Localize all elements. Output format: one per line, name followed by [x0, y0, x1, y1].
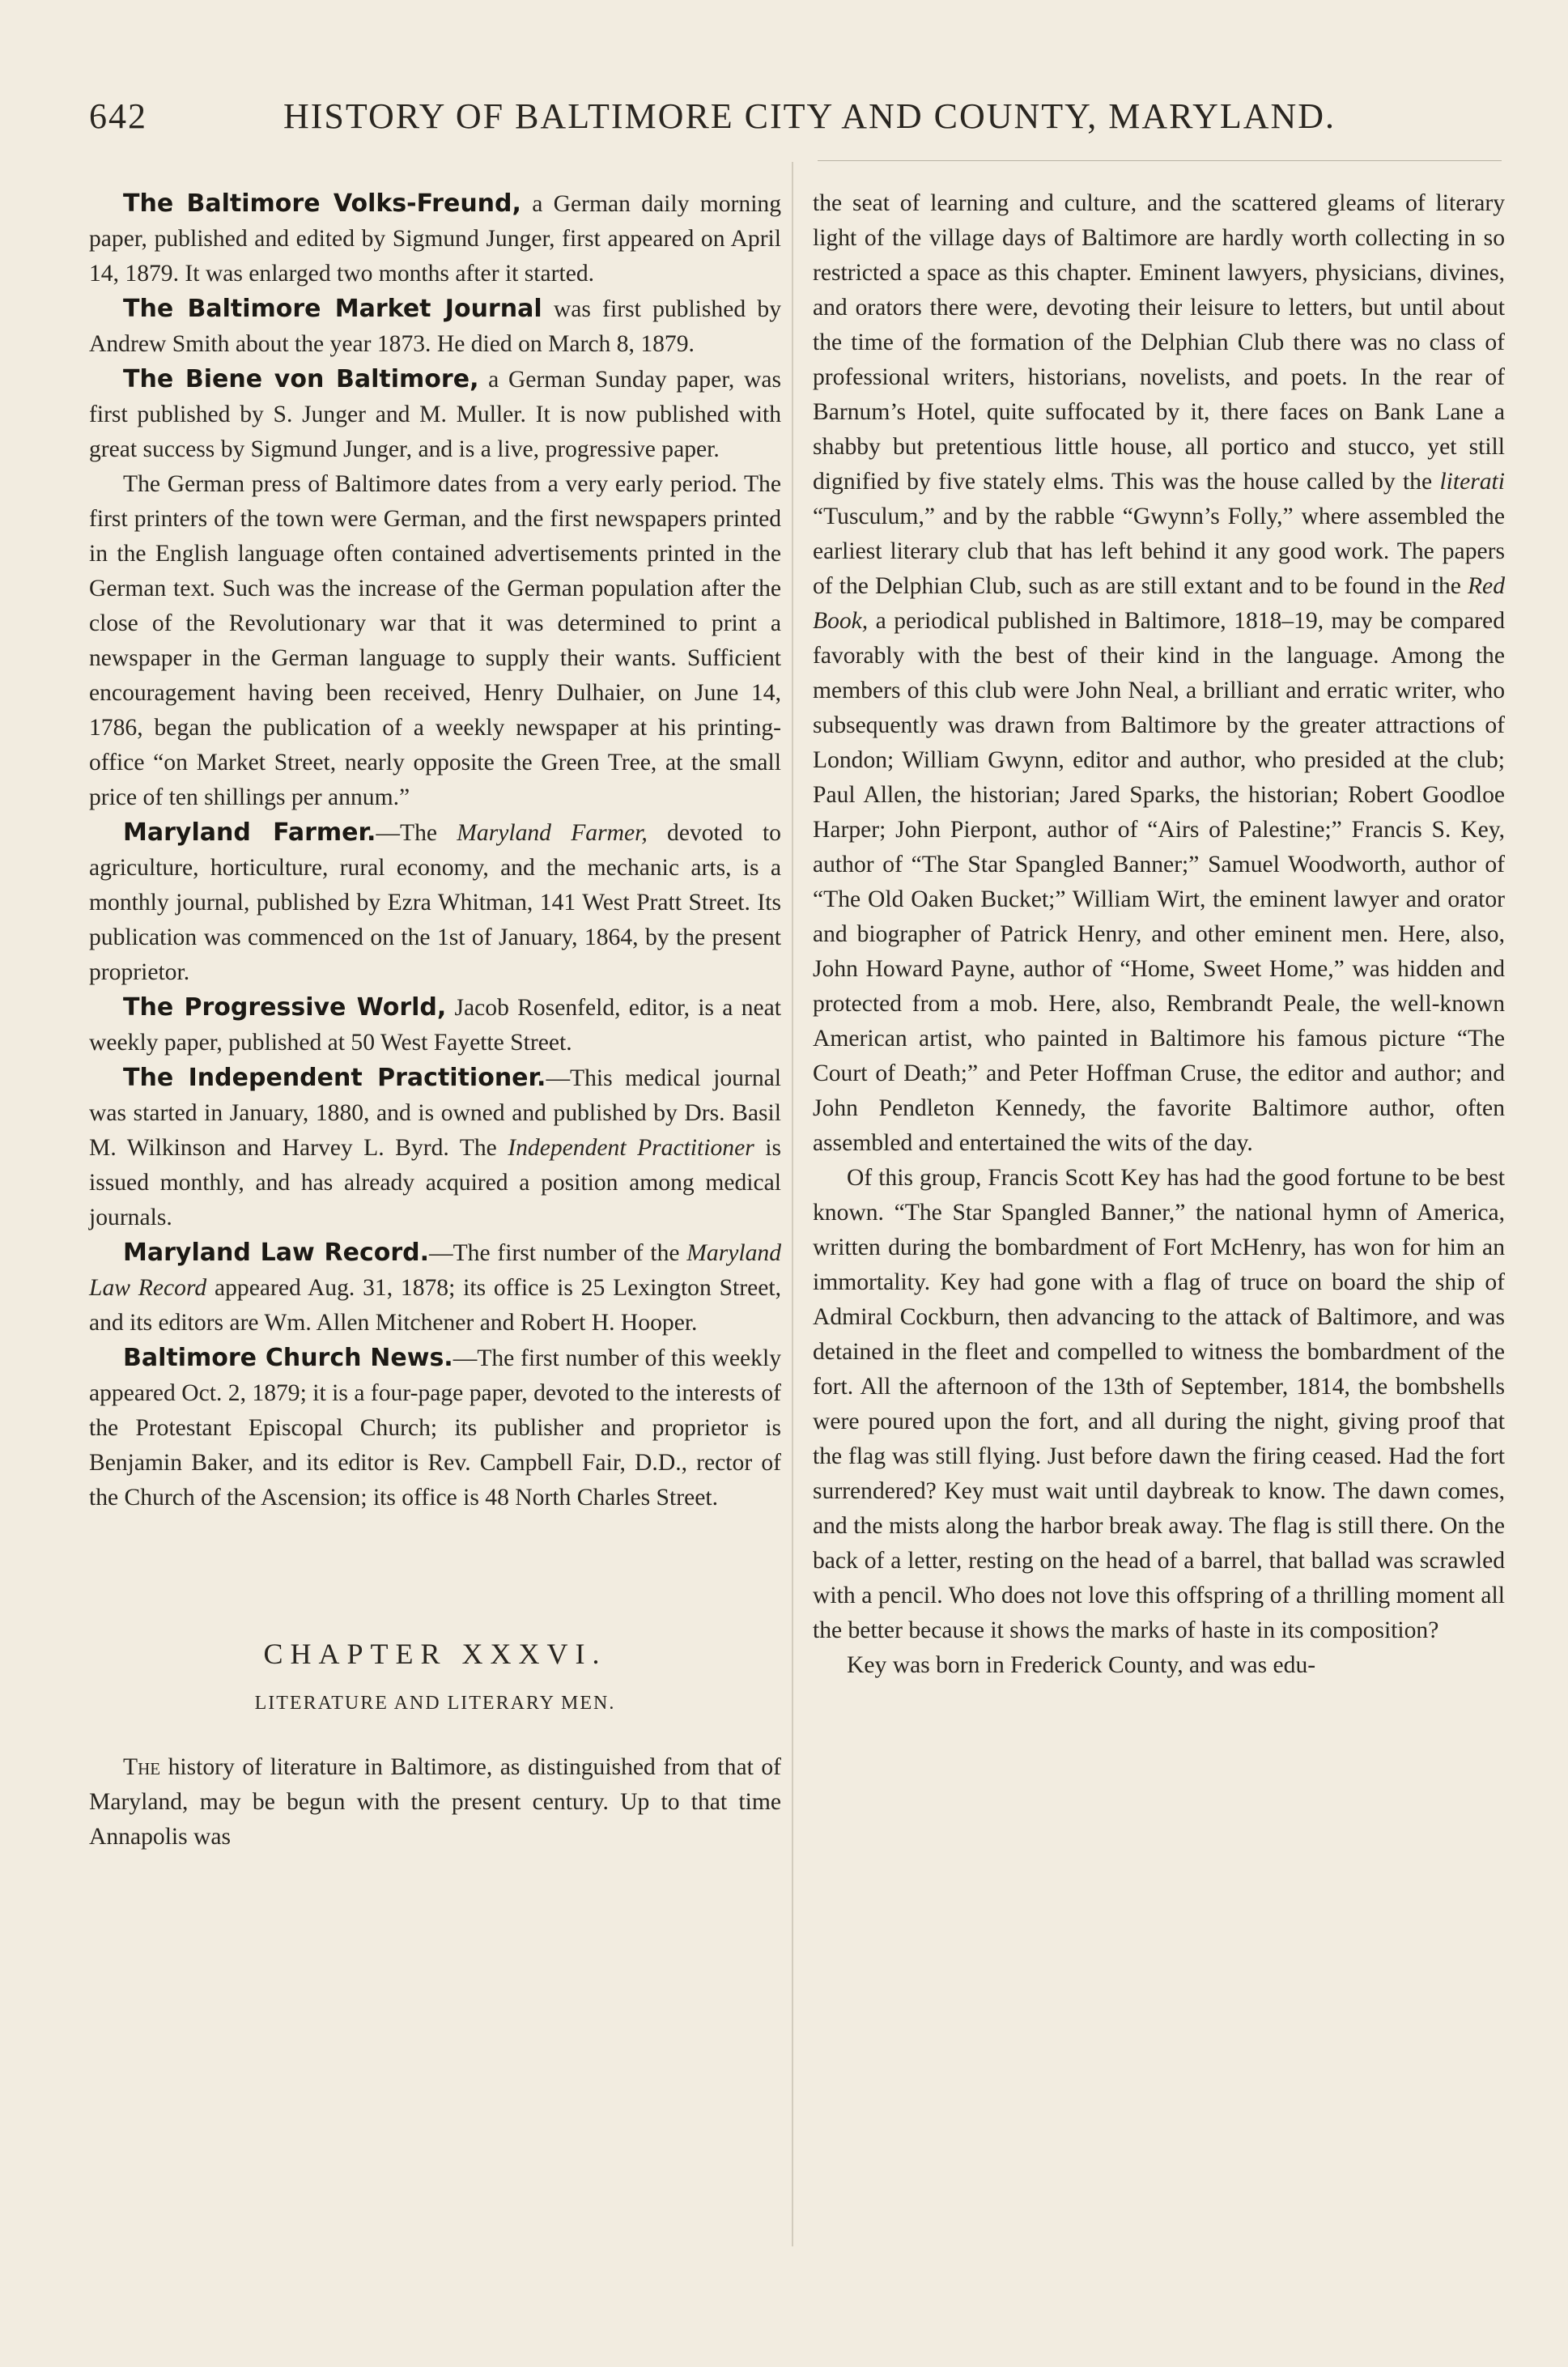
entry-title: Maryland Farmer.: [123, 818, 376, 847]
entry-text: a German Sunday paper, was first published by S. Junger and M. Muller. It is now published with great success by Sigmund Junger, and is a live, progressive paper.: [89, 367, 781, 462]
paragraph-francis-scott-key: Of this group, Francis Scott Key has had the good fortune to be best known. “The Star Spangled Banner,” the national hymn of America, written during the bombardment of Fort McHenry, has won for him an immortality. Key had gone with a flag of truce on board the ship of Admiral Cockburn, then advancing to the attack of Baltimore, and was detained in the fleet and compelled to witness the bombardment of the fort. All the afternoon of the 13th of September, 1814, the bombshells were poured upon the fort, and all during the night, giving proof that the flag was still flying. Just before dawn the firing ceased. Had the fort surrendered? Key must wait until daybreak to know. The dawn comes, and the mists along the harbor break away. The flag is still there. On the back of a letter, resting on the head of a barrel, that ballad was scrawled with a pencil. Who does not love this offspring of a thrilling moment all the better because it shows the marks of haste in its composition?: [813, 1165, 1505, 1643]
entry-title: The Baltimore Market Journal: [123, 295, 542, 323]
column-divider: [792, 162, 793, 2246]
right-column: [813, 186, 1505, 1683]
paragraph-delphian-club: the seat of learning and culture, and the scattered gleams of literary light of the village days of Baltimore are hardly worth collecting in so restricted a space as this chapter. Eminent lawyers, physicians, divines, and orators there were, devoting their leisure to letters, but until about the time of the formation of the Delphian Club there was no class of professional writers, historians, novelists, and poets. In the rear of Barnum’s Hotel, quite suffocated by it, there faces on Bank Lane a shabby but pretentious little house, all portico and stucco, yet still dignified by five stately elms. This was the house called by the literati “Tusculum,” and by the rabble “Gwynn’s Folly,” where assembled the earliest literary club that has left behind it any good work. The papers of the Delphian Club, such as are still extant and to be found in the Red Book, a periodical published in Baltimore, 1818–19, may be compared favorably with the best of their kind in the language. Among the members of this club were John Neal, a brilliant and erratic writer, who subsequently was drawn from Baltimore by the greater attractions of London; William Gwynn, editor and author, who presided at the club; Paul Allen, the historian; Jared Sparks, the historian; Robert Goodloe Harper; John Pierpont, author of “Airs of Palestine;” Francis S. Key, author of “The Star Spangled Banner;” Samuel Woodworth, author of “The Old Oaken Bucket;” William Wirt, the eminent lawyer and orator and biographer of Patrick Henry, and other eminent men. Here, also, John Howard Payne, author of “Home, Sweet Home,” was hidden and protected from a mob. Here, also, Rembrandt Peale, the well-known American artist, who painted in Baltimore his famous picture “The Court of Death;” and Peter Hoffman Cruse, the editor and author; and John Pendleton Kennedy, the favorite Baltimore author, often assembled and entertained the wits of the day.: [813, 190, 1505, 1156]
paragraph-market-journal: [89, 291, 781, 362]
paragraph-church-news: Baltimore Church News.—The first number of this weekly appeared Oct. 2, 1879; it is a four-page paper, devoted to the interests of the Protestant Episcopal Church; its publisher and proprietor is Benjamin Baker, and its editor is Rev. Campbell Fair, D.D., rector of the Church of the Ascension; its office is 48 North Charles Street.: [89, 1344, 781, 1511]
entry-text: a German daily morning paper, published and edited by Sigmund Junger, first appeared on April 14, 1879. It was enlarged two months after it started.: [89, 191, 782, 287]
left-column: [89, 186, 781, 1855]
paragraph-maryland-farmer: Maryland Farmer.—The Maryland Farmer, devoted to agriculture, horticulture, rural economy, and the mechanic arts, is a monthly journal, published by Ezra Whitman, 141 West Pratt Street. Its publication was commenced on the 1st of January, 1864, by the present proprietor.: [89, 818, 781, 985]
paragraph-key-born: Key was born in Frederick County, and was edu-: [847, 1652, 1316, 1678]
italic-title: Independent Practitioner: [508, 1135, 754, 1161]
entry-title: The Biene von Baltimore,: [123, 365, 479, 393]
paragraph-independent-practitioner: The Independent Practitioner.—This medical journal was started in January, 1880, and is owned and published by Drs. Basil M. Wilkinson and Harvey L. Byrd. The Independent Practitioner is issued monthly, and has already acquired a position among medical journals.: [89, 1064, 781, 1230]
paragraph-law-record: Maryland Law Record.—The first number of the Maryland Law Record appeared Aug. 31, 1878; its office is 25 Lexington Street, and its editors are Wm. Allen Mitchener and Robert H. Hooper.: [89, 1239, 781, 1336]
page-number: 642: [89, 96, 147, 136]
italic-title: Maryland Law Record: [89, 1240, 781, 1301]
entry-title: The Independent Practitioner.: [123, 1064, 546, 1092]
running-title: HISTORY OF BALTIMORE CITY AND COUNTY, MARYLAND.: [283, 96, 1336, 136]
paragraph-progressive-world: The Progressive World, Jacob Rosenfeld, editor, is a neat weekly paper, published at 50 West Fayette Street.: [89, 993, 781, 1056]
entry-title: The Progressive World,: [123, 993, 447, 1022]
paragraph-history-intro: The history of literature in Baltimore, as distinguished from that of Maryland, may be begun with the present century. Up to that time Annapolis was: [89, 1754, 781, 1850]
entry-text: was first published by Andrew Smith about the year 1873. He died on March 8, 1879.: [89, 296, 781, 357]
chapter-subtitle: LITERATURE AND LITERARY MEN.: [254, 1693, 616, 1714]
entry-title: The Baltimore Volks-Freund,: [123, 189, 521, 218]
lead-word: The: [123, 1754, 161, 1780]
header-rule: [818, 160, 1502, 161]
italic-title: Maryland Farmer,: [457, 820, 648, 846]
italic-word: literati: [1439, 469, 1505, 495]
paragraph-biene: [89, 362, 781, 467]
entry-title: Maryland Law Record.: [123, 1239, 429, 1267]
chapter-heading: CHAPTER XXXVI.: [263, 1638, 607, 1670]
paragraph-german-press: The German press of Baltimore dates from a very early period. The first printers of the town were German, and the first newspapers printed in the English language often contained advertisements printed in the German text. Such was the increase of the German population after the close of the Revolutionary war that it was determined to print a newspaper in the German language to supply their wants. Sufficient encouragement having been received, Henry Dulhaier, on June 14, 1786, began the publication of a weekly newspaper at his printing-office “on Market Street, nearly opposite the Green Tree, at the small price of ten shillings per annum.”: [89, 471, 781, 810]
running-header: [89, 96, 1498, 144]
italic-title: Red Book,: [813, 573, 1505, 634]
entry-title: Baltimore Church News.: [123, 1344, 453, 1372]
paragraph-volks-freund: [89, 186, 781, 291]
